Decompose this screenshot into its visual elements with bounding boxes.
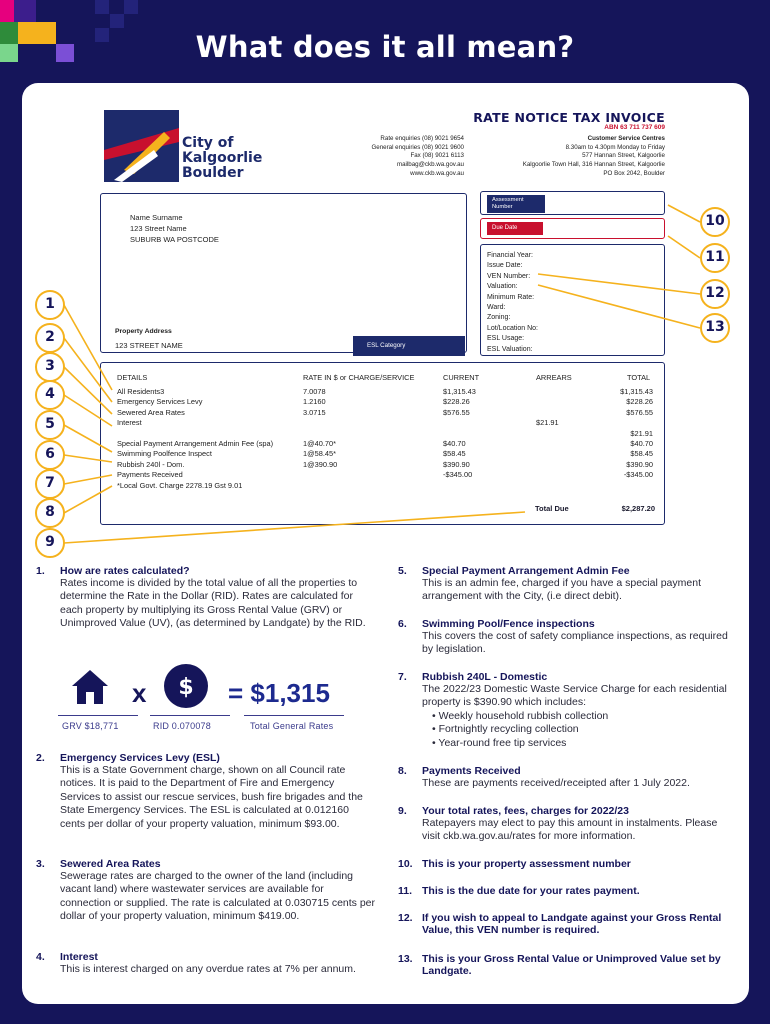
esl-category-label: ESL Category (353, 336, 465, 356)
list-item: • Fortnightly recycling collection (432, 723, 728, 736)
page-title: What does it all mean? (195, 30, 575, 64)
explanation-item-7: 7. Rubbish 240L - Domestic The 2022/23 Domestic Waste Service Charge for each residential property is $390.90 which includes: • Weekly household rubbish collection • Fortnightly recycling collection • Year-round free tip services (398, 671, 728, 750)
explanation-item-3: 3. Sewered Area Rates Sewerage rates are charged to the owner of the land (including vacant land) where wastewater services are available for connection or supplied. The rate is calculated at 0.030715 cents per dollar of your property valuation, minimum $419.00. (36, 858, 376, 923)
callout-badge-7: 7 (35, 469, 65, 499)
rate-header: RATE IN $ or CHARGE/SERVICE (303, 373, 415, 382)
explanation-item-13: 13. This is your Gross Rental Value or Unimproved Value set by Landgate. (398, 953, 721, 977)
rate-column: 7.0078 1.2160 3.0715 1@40.70* 1@58.45* 1@390.90 (303, 387, 338, 469)
due-date-label: Due Date (487, 222, 543, 235)
explanation-item-2: 2. Emergency Services Levy (ESL) This is a State Government charge, shown on all Council rate notices. It is paid to the Department of Fire and Emergency Services to assist our rescue services, bush fire brigades and the State Emergency Services. The ESL is calculated at 0.012160 cents per dollar of your property valuation, minimum $93.00. (36, 752, 363, 830)
current-column: $1,315.43 $228.26 $576.55 $40.70 $58.45 $390.90 -$345.00 (443, 387, 476, 480)
assessment-number-box (480, 191, 665, 215)
callout-badge-6: 6 (35, 440, 65, 470)
mailing-address: Name Surname 123 Street Name SUBURB WA POSTCODE (130, 213, 219, 244)
callout-badge-13: 13 (700, 313, 730, 343)
notice-title: RATE NOTICE TAX INVOICE (473, 110, 665, 125)
callout-badge-4: 4 (35, 380, 65, 410)
content-card (22, 83, 749, 1004)
arrears-column: $21.91 (536, 418, 559, 428)
explanation-item-4: 4. Interest This is interest charged on any overdue rates at 7% per annum. (36, 951, 356, 975)
callout-badge-10: 10 (700, 207, 730, 237)
callout-badge-2: 2 (35, 323, 65, 353)
financial-info-list: Financial Year: Issue Date: VEN Number: Valuation: Minimum Rate: Ward: Zoning: Lot/Location No: ESL Usage: ESL Valuation: (487, 252, 538, 353)
callout-badge-5: 5 (35, 410, 65, 440)
multiply-sign: x (132, 678, 147, 708)
explanation-item-6: 6. Swimming Pool/Fence inspections This covers the cost of safety compliance inspections, as required by legislation. (398, 618, 728, 656)
explanation-item-5: 5. Special Payment Arrangement Admin Fee This is an admin fee, charged if you have a special payment arrangement with the City, (i.e direct debit). (398, 565, 701, 603)
arrears-header: ARREARS (536, 373, 572, 382)
explanation-item-1: 1. How are rates calculated? Rates income is divided by the total value of all the properties to determine the Rate in the Dollar (RID). Rates are calculated for each property by multiplying its Gross Rental Value (GRV) or Unimproved Value (UV), (as determined by Landgate) by the RID. (36, 565, 366, 630)
decor-square (110, 14, 124, 28)
details-column: All Residents3 Emergency Services Levy Sewered Area Rates Interest Special Payment Arrangement Admin Fee (spa) Swimming Poolfence Inspect Rubbish 240l - Dom. Payments Received *Local Govt. Charge 2278.19 Gst 9.01 (117, 387, 274, 490)
decor-square (0, 0, 14, 22)
assessment-number-label: Assessment Number (487, 195, 545, 213)
explanation-item-11: 11. This is the due date for your rates payment. (398, 885, 640, 897)
property-address-label: Property Address (115, 328, 172, 335)
property-address-value: 123 STREET NAME (115, 341, 183, 350)
decor-square (124, 0, 138, 14)
list-item: • Weekly household rubbish collection (432, 710, 728, 723)
divider (150, 715, 230, 716)
list-item: • Year-round free tip services (432, 737, 728, 750)
logo-text: City of Kalgoorlie Boulder (182, 135, 263, 181)
total-due-label: Total Due (535, 504, 569, 513)
explanation-item-12: 12. If you wish to appeal to Landgate against your Gross Rental Value, this VEN number is required. (398, 912, 722, 936)
divider (58, 715, 138, 716)
details-header: DETAILS (117, 373, 148, 382)
grv-label: GRV $18,771 (62, 721, 119, 731)
due-date-box (480, 218, 665, 239)
callout-badge-11: 11 (700, 243, 730, 273)
current-header: CURRENT (443, 373, 480, 382)
abn-number: ABN 63 711 737 609 (604, 124, 665, 131)
house-icon (70, 668, 110, 708)
explanation-item-8: 8. Payments Received These are payments received/receipted after 1 July 2022. (398, 765, 690, 789)
service-centre-info: Customer Service Centres 8.30am to 4.30pm Monday to Friday 577 Hannan Street, Kalgoorlie Kalgoorlie Town Hall, 316 Hannan Street, Kalgoorlie PO Box 2042, Boulder (522, 135, 665, 177)
city-logo-icon (104, 110, 179, 182)
dollar-coin-icon (163, 663, 209, 709)
rid-label: RID 0.070078 (153, 721, 211, 731)
total-due-value: $2,287.20 (621, 504, 655, 513)
enquiry-contacts: Rate enquiries (08) 9021 9654 General enquiries (08) 9021 9600 Fax (08) 9021 6113 mailbag@ckb.wa.gov.au www.ckb.wa.gov.au (371, 135, 464, 177)
callout-badge-1: 1 (35, 290, 65, 320)
total-header: TOTAL (627, 373, 651, 382)
decor-square (14, 0, 36, 22)
decor-square (95, 0, 109, 14)
callout-badge-12: 12 (700, 279, 730, 309)
dollar-sign: $ (178, 675, 194, 700)
formula-result: = $1,315 (228, 678, 330, 708)
total-general-rates-label: Total General Rates (250, 721, 334, 731)
explanation-item-9: 9. Your total rates, fees, charges for 2022/23 Ratepayers may elect to pay this amount in instalments. Please visit ckb.wa.gov.au/rates for more information. (398, 805, 718, 843)
callout-badge-9: 9 (35, 528, 65, 558)
callout-badge-8: 8 (35, 498, 65, 528)
callout-badge-3: 3 (35, 352, 65, 382)
divider (244, 715, 344, 716)
explanation-item-10: 10. This is your property assessment number (398, 858, 631, 870)
total-column: $1,315.43 $228.26 $576.55 $21.91 $40.70 $58.45 $390.90 -$345.00 (620, 387, 653, 480)
